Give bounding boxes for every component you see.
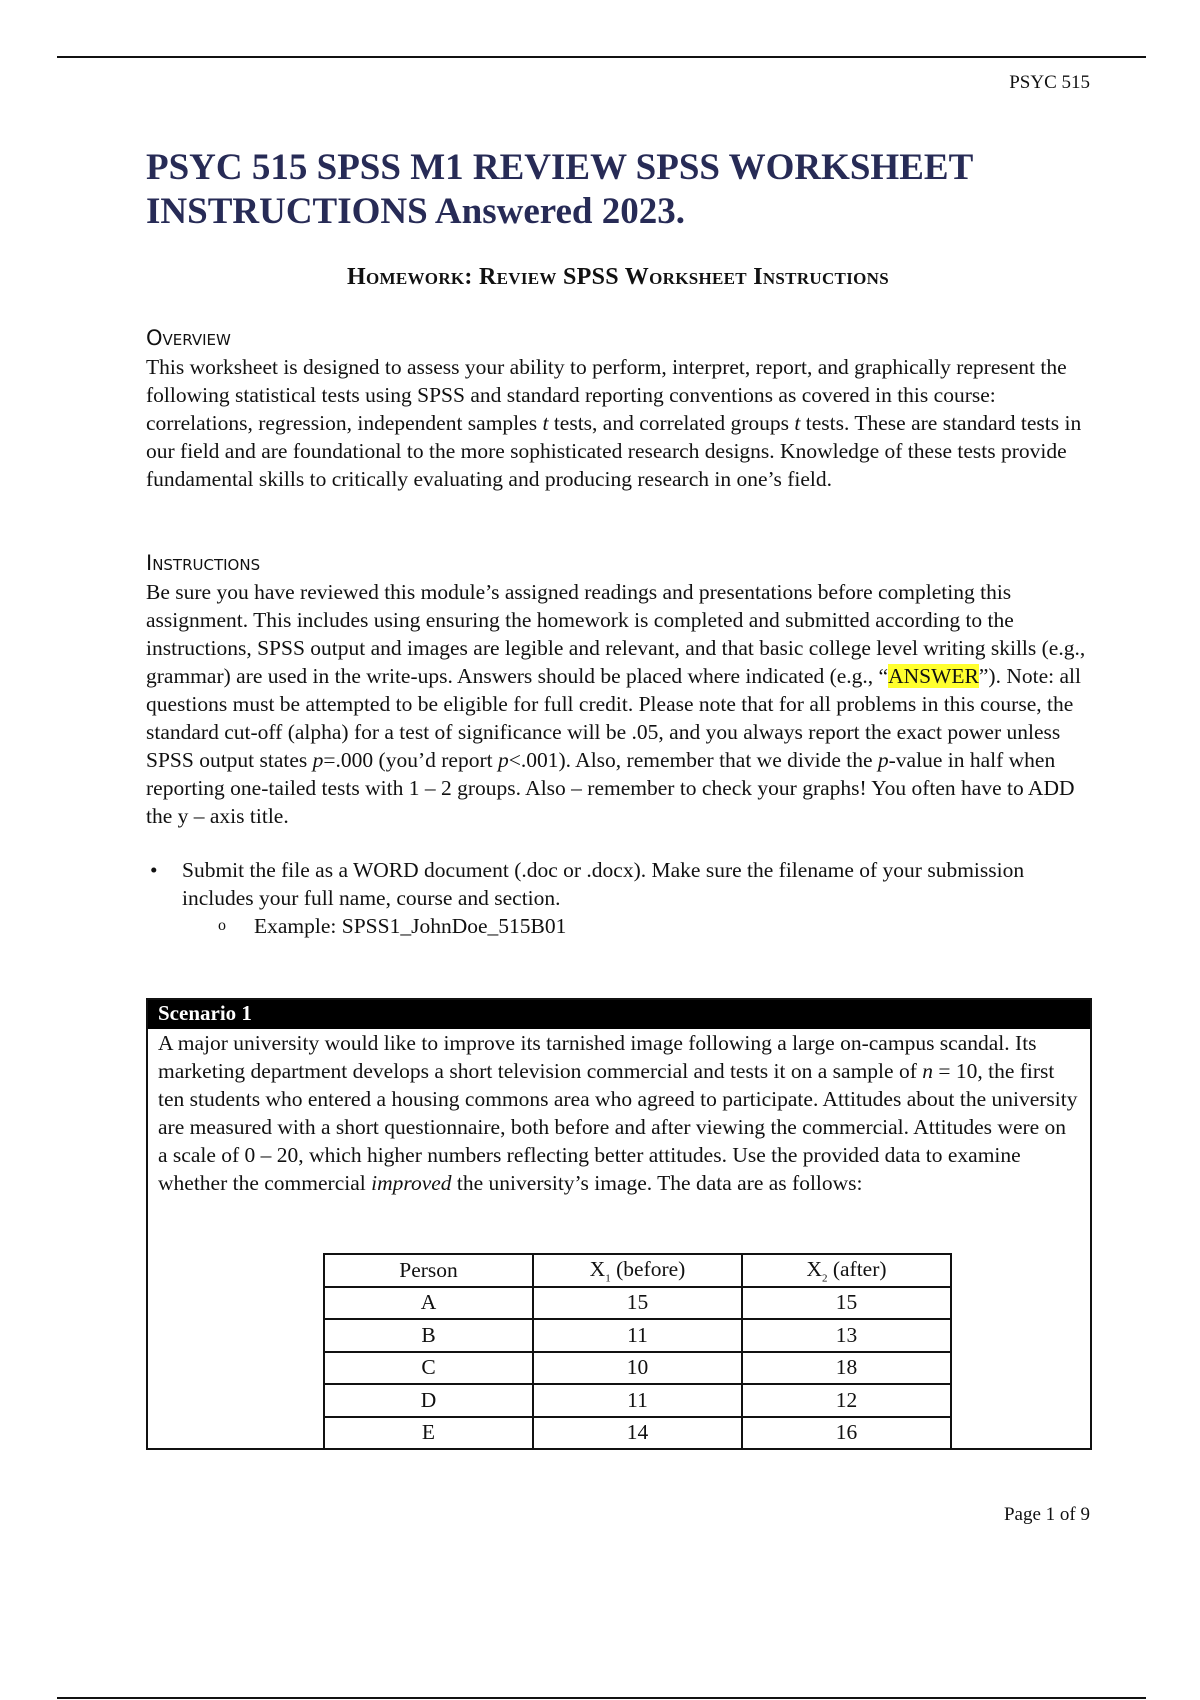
answer-highlight: ANSWER (888, 664, 979, 688)
top-rule (57, 56, 1146, 58)
scenario-title: Scenario 1 (148, 1000, 1090, 1029)
text: Submit the file as a WORD document (.doc or .docx). Make sure the filename of your submission includes your full name, course and section. (182, 858, 1025, 910)
text: Be sure you have reviewed this module’s assigned readings and presentations before completing this assignment. This includes using ensuring the homework is completed and submitted according to the instructions, SPSS output and images are legible and relevant, and that basic college level writing skills (e.g., grammar) are used in the write-ups. Answers should be placed where indicated (e.g., “ (146, 580, 1086, 688)
table-cell: 18 (742, 1352, 951, 1385)
text: n (922, 1059, 933, 1083)
circle-bullet-icon: o (218, 917, 226, 934)
table-row (324, 1287, 951, 1320)
overview-heading: Overview (146, 326, 231, 350)
text: -value in half when reporting one-tailed tests with 1 – 2 groups. Also – remember to check your graphs! You often have to ADD the y – axis title. (146, 748, 1075, 828)
text: tests. These are standard tests in our field and are foundational to the more sophisticated research designs. Knowledge of these tests provide fundamental skills to critically evaluating and producing research in one’s field. (146, 411, 1082, 491)
text: =.000 (you’d report (323, 748, 498, 772)
text: A major university would like to improve its tarnished image following a large on-campus scandal. Its marketing department develops a short television commercial and tests it on a sample of (158, 1031, 1037, 1083)
instructions-heading: Instructions (146, 551, 261, 575)
table-row (324, 1384, 951, 1417)
text: t (542, 411, 549, 435)
bottom-rule (57, 1697, 1146, 1699)
text: the university’s image. The data are as follows: (451, 1171, 863, 1195)
text: Example: SPSS1_JohnDoe_515B01 (254, 914, 567, 938)
header-cell: $X_1$ (before) (533, 1254, 742, 1287)
table-cell: 10 (533, 1352, 742, 1385)
text: ”). Note: all questions must be attempted to be eligible for full credit. Please note that for all problems in this course, the standard cut-off (alpha) for a test of significance will be .05, and you always report the exact power unless SPSS output states (146, 664, 1081, 772)
text: = 10, the first ten students who entered a housing commons area who agreed to participate. Attitudes about the university are measured with a short questionnaire, both before and after viewing the commercial. Attitudes were on a scale of 0 – 20, which higher numbers reflecting better attitudes. Use the provided data to examine whether the commercial (158, 1059, 1078, 1195)
table-cell: 14 (533, 1417, 742, 1450)
instructions-paragraph (146, 578, 1096, 830)
table-cell: 16 (742, 1417, 951, 1450)
text: This worksheet is designed to assess your ability to perform, interpret, report, and graphically represent the following statistical tests using SPSS and standard reporting conventions as covered in this course: correlations, regression, independent samples (146, 355, 1067, 435)
table-cell: D (324, 1384, 533, 1417)
scenario-box (146, 998, 1092, 1450)
table-cell: 11 (533, 1319, 742, 1352)
scenario-text (148, 1029, 1090, 1197)
table-header-row (324, 1254, 951, 1287)
list-item (146, 912, 1096, 940)
text: p (312, 748, 324, 772)
table-cell: 12 (742, 1384, 951, 1417)
table-cell: 15 (533, 1287, 742, 1320)
text: tests, and correlated groups (548, 411, 795, 435)
bullet-icon: • (150, 858, 158, 882)
table-cell: A (324, 1287, 533, 1320)
table-cell: C (324, 1352, 533, 1385)
table-row (324, 1319, 951, 1352)
list-item (146, 856, 1096, 912)
data-table (323, 1253, 952, 1450)
table-cell: 11 (533, 1384, 742, 1417)
table-cell: 15 (742, 1287, 951, 1320)
table-row (324, 1352, 951, 1385)
running-header: PSYC 515 (1009, 72, 1090, 93)
text: t (794, 411, 801, 435)
text: p (877, 748, 889, 772)
table-cell: 13 (742, 1319, 951, 1352)
bullet-list (146, 856, 1096, 940)
text: <.001). Also, remember that we divide the (508, 748, 878, 772)
overview-paragraph (146, 353, 1096, 493)
subtitle: Homework: Review SPSS Worksheet Instructions (347, 264, 889, 290)
document-title: PSYC 515 SPSS M1 REVIEW SPSS WORKSHEET INSTRUCTIONS Answered 2023. (146, 147, 973, 232)
table-cell: E (324, 1417, 533, 1450)
header-cell: $X_2$ (after) (742, 1254, 951, 1287)
text: p (497, 748, 509, 772)
header-cell: Person (324, 1254, 533, 1287)
text: improved (371, 1171, 452, 1195)
page-number: Page 1 of 9 (1003, 1504, 1090, 1525)
table-cell: B (324, 1319, 533, 1352)
table-row (324, 1417, 951, 1450)
